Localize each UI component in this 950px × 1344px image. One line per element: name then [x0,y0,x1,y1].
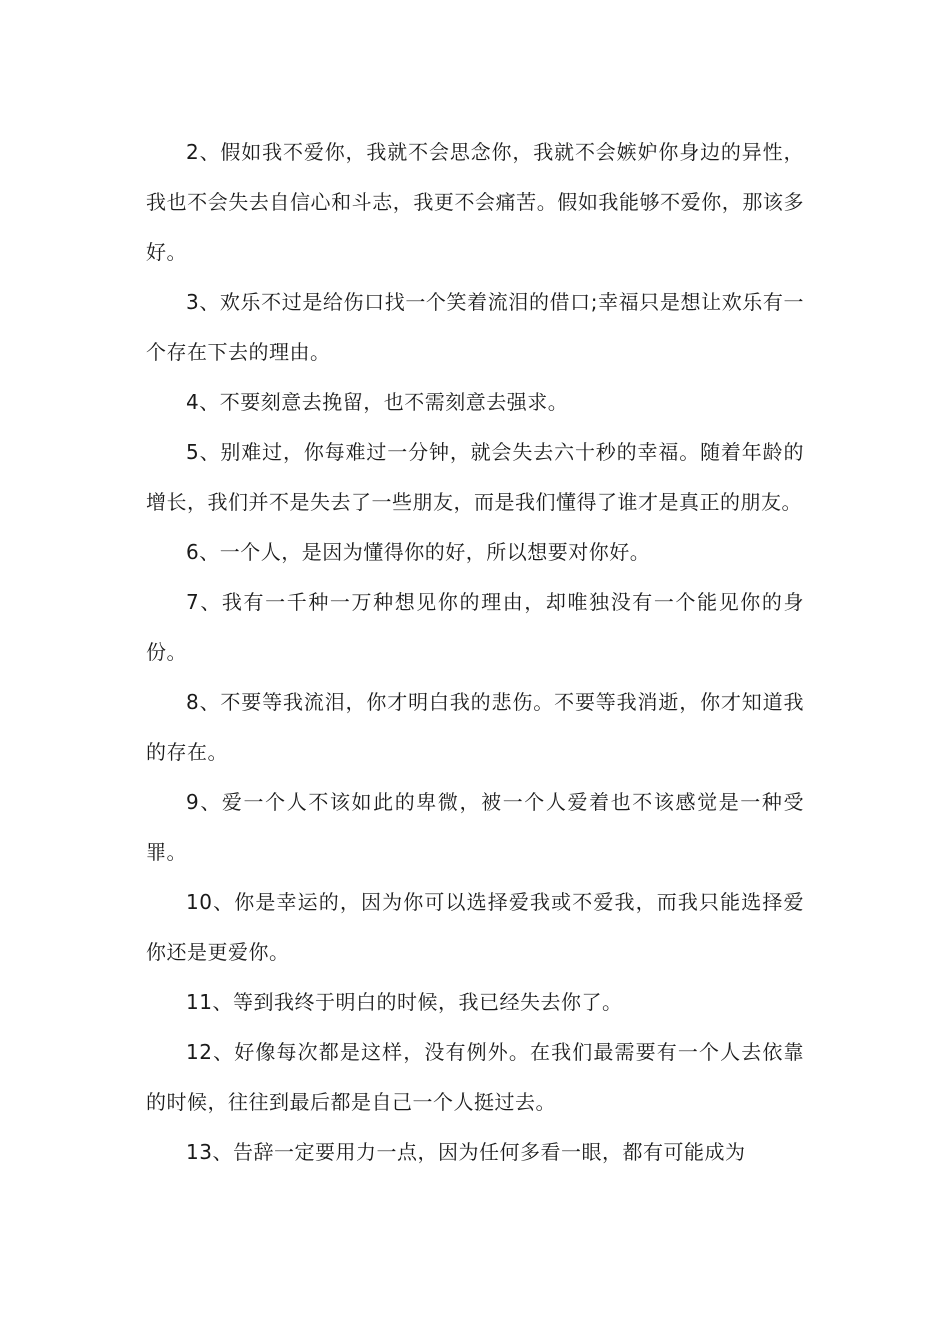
document-body [146,127,804,1177]
paragraph-11: 11、等到我终于明白的时候，我已经失去你了。 [186,990,623,1014]
paragraph-13: 13、告辞一定要用力一点，因为任何多看一眼，都有可能成为 [186,1140,746,1164]
paragraph-4: 4、不要刻意去挽留，也不需刻意去强求。 [186,390,569,414]
paragraph-10: 10、你是幸运的，因为你可以选择爱我或不爱我，而我只能选择爱你还是更爱你。 [146,890,804,964]
paragraph-3: 3、欢乐不过是给伤口找一个笑着流泪的借口;幸福只是想让欢乐有一个存在下去的理由。 [146,290,804,364]
paragraph-6: 6、一个人，是因为懂得你的好，所以想要对你好。 [186,540,651,564]
paragraph-2: 2、假如我不爱你，我就不会思念你，我就不会嫉妒你身边的异性，我也不会失去自信心和斗志，我更不会痛苦。假如我能够不爱你，那该多好。 [146,140,804,264]
paragraph-5: 5、别难过，你每难过一分钟，就会失去六十秒的幸福。随着年龄的增长，我们并不是失去了一些朋友，而是我们懂得了谁才是真正的朋友。 [146,440,804,514]
paragraph-9: 9、爱一个人不该如此的卑微，被一个人爱着也不该感觉是一种受罪。 [146,790,804,864]
paragraph-12: 12、好像每次都是这样，没有例外。在我们最需要有一个人去依靠的时候，往往到最后都是自己一个人挺过去。 [146,1040,804,1114]
paragraph-8: 8、不要等我流泪，你才明白我的悲伤。不要等我消逝，你才知道我的存在。 [146,690,804,764]
paragraph-7: 7、我有一千种一万种想见你的理由，却唯独没有一个能见你的身份。 [146,590,804,664]
